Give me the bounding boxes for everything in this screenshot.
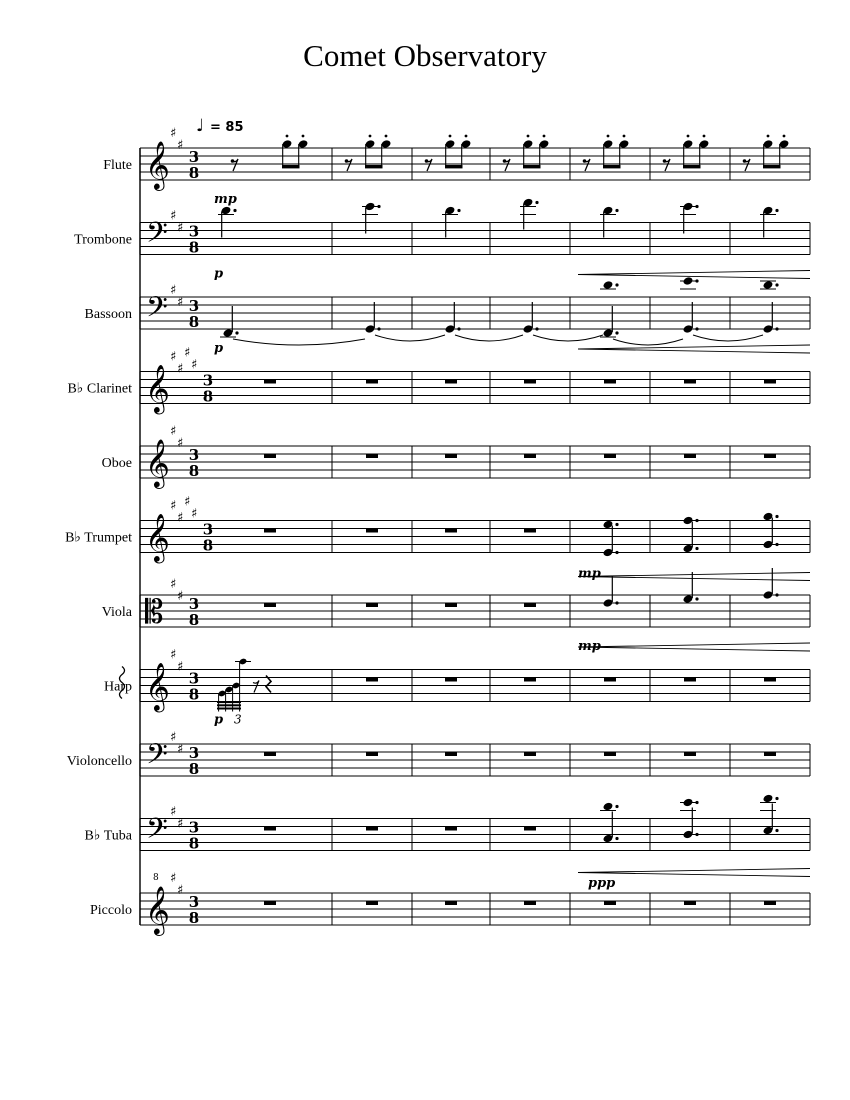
measure-rest [524, 827, 536, 831]
staccato-dot [465, 135, 468, 138]
instrument-name: Viola [101, 605, 132, 620]
sharp-icon: ♯ [177, 295, 184, 310]
note-head [603, 802, 614, 812]
augmentation-dot [695, 597, 698, 600]
beam [763, 165, 781, 168]
measure-rest [524, 454, 536, 458]
measure-rest [604, 454, 616, 458]
time-signature-top: 3 [188, 595, 200, 613]
music-bassoon [214, 276, 810, 356]
time-signature-top: 3 [188, 446, 200, 464]
augmentation-dot [615, 283, 618, 286]
tempo-marking [196, 116, 244, 136]
augmentation-dot [775, 543, 778, 546]
time-signature-top: 3 [188, 818, 200, 837]
music-flute [214, 135, 789, 207]
note-head [603, 280, 614, 290]
measure-rest [366, 380, 378, 384]
staccato-dot [623, 135, 626, 138]
dynamic-marking: p [214, 712, 224, 728]
dynamic-marking: mp [578, 639, 601, 654]
tie [375, 335, 445, 341]
tuplet-number: 3 [234, 712, 242, 727]
augmentation-dot [775, 283, 778, 286]
staccato-dot [449, 135, 452, 138]
note-head [763, 794, 774, 804]
augmentation-dot [775, 327, 778, 330]
sharp-icon: ♯ [184, 345, 191, 361]
octave-mark: 8 [153, 873, 159, 883]
staff-oboe [102, 424, 810, 489]
measure-rest [445, 529, 457, 533]
augmentation-dot [615, 551, 618, 554]
quarter-rest [266, 676, 271, 693]
staff-cello [67, 730, 810, 778]
augmentation-dot [535, 201, 538, 204]
augmentation-dot [233, 209, 236, 212]
dynamic-marking: mp [214, 192, 237, 207]
time-signature-bottom: 8 [202, 536, 214, 555]
eighth-rest-dot [425, 159, 429, 163]
beam [217, 704, 241, 706]
augmentation-dot [775, 209, 778, 212]
augmentation-dot [695, 519, 698, 522]
staccato-dot [302, 135, 305, 138]
beam [217, 708, 241, 710]
time-signature-top: 3 [202, 520, 214, 539]
beam [365, 165, 383, 168]
augmentation-dot [775, 515, 778, 518]
instrument-name: Flute [103, 158, 132, 173]
sharp-icon: ♯ [177, 510, 184, 526]
measure-rest [366, 827, 378, 831]
sharp-icon: ♯ [177, 589, 184, 604]
augmentation-dot [377, 327, 380, 330]
sharp-icon: ♯ [170, 424, 177, 439]
augmentation-dot [457, 209, 460, 212]
measure-rest [684, 678, 696, 682]
measure-rest [445, 454, 457, 458]
measure-rest [366, 454, 378, 458]
measure-rest [524, 603, 536, 607]
eighth-rest-dot [663, 159, 667, 163]
time-signature-bottom: 8 [188, 760, 200, 778]
time-signature-top: 3 [188, 297, 200, 315]
measure-rest [764, 454, 776, 458]
instrument-name: B♭ Tuba [84, 828, 132, 844]
measure-rest [684, 454, 696, 458]
measure-rest [366, 529, 378, 533]
bass-clef-icon: 𝄢 [146, 291, 168, 331]
sharp-icon: ♯ [170, 498, 177, 514]
staccato-dot [687, 135, 690, 138]
eighth-rest-dot [583, 159, 587, 163]
eighth-rest-dot [345, 159, 349, 163]
beam [217, 701, 241, 703]
staccato-dot [703, 135, 706, 138]
instrument-name: B♭ Trumpet [65, 530, 132, 546]
music-cello [264, 752, 776, 756]
quarter-note-icon: ♩ [196, 116, 205, 136]
measure-rest [264, 603, 276, 607]
beam [683, 165, 701, 168]
time-signature-top: 3 [188, 222, 200, 241]
sharp-icon: ♯ [177, 883, 184, 898]
augmentation-dot [775, 797, 778, 800]
sharp-icon: ♯ [177, 138, 184, 153]
instrument-name: Oboe [101, 456, 132, 471]
staff-piccolo [90, 871, 810, 936]
tie [455, 335, 523, 341]
augmentation-dot [457, 327, 460, 330]
dynamic-marking: mp [578, 566, 601, 582]
staccato-dot [369, 135, 372, 138]
tie [693, 335, 763, 341]
sharp-icon: ♯ [191, 357, 198, 373]
music-harp [214, 658, 776, 728]
measure-rest [684, 752, 696, 756]
time-signature-top: 3 [188, 669, 200, 688]
sixteenth-rest [253, 681, 259, 693]
sharp-icon: ♯ [184, 494, 191, 510]
treble-clef-icon: 𝄞 [145, 438, 170, 487]
tie [533, 335, 603, 341]
augmentation-dot [615, 805, 618, 808]
sharp-icon: ♯ [170, 208, 177, 224]
time-signature-bottom: 8 [202, 387, 214, 406]
measure-rest [445, 752, 457, 756]
measure-rest [366, 603, 378, 607]
instrument-name: B♭ Clarinet [67, 381, 132, 397]
beam [523, 165, 541, 168]
alto-clef-icon: 𝄡 [145, 592, 164, 631]
measure-rest [445, 603, 457, 607]
staccato-dot [607, 135, 610, 138]
measure-rest [604, 901, 616, 905]
staccato-dot [385, 135, 388, 138]
measure-rest [445, 827, 457, 831]
tie [233, 339, 365, 345]
staff-viola [102, 568, 810, 654]
tie [613, 339, 683, 345]
sharp-icon: ♯ [170, 730, 177, 745]
time-signature-bottom: 8 [188, 238, 200, 257]
sharp-icon: ♯ [170, 804, 177, 820]
measure-rest [764, 752, 776, 756]
measure-rest [264, 901, 276, 905]
measure-rest [264, 827, 276, 831]
staff-harp [104, 648, 810, 728]
augmentation-dot [615, 837, 618, 840]
augmentation-dot [235, 331, 238, 334]
augmentation-dot [615, 523, 618, 526]
time-signature-top: 3 [188, 893, 200, 911]
measure-rest [264, 752, 276, 756]
beam [282, 165, 300, 168]
measure-rest [264, 380, 276, 384]
time-signature-bottom: 8 [188, 611, 200, 629]
time-signature-bottom: 8 [188, 909, 200, 927]
augmentation-dot [535, 327, 538, 330]
music-tuba [264, 794, 810, 877]
time-signature-bottom: 8 [188, 462, 200, 480]
augmentation-dot [695, 327, 698, 330]
staccato-dot [767, 135, 770, 138]
measure-rest [684, 380, 696, 384]
bass-clef-icon: 𝄢 [146, 812, 168, 853]
note-head [763, 280, 774, 290]
measure-rest [764, 678, 776, 682]
treble-clef-icon: 𝄞 [145, 363, 170, 413]
eighth-rest-dot [231, 159, 235, 163]
measure-rest [764, 901, 776, 905]
treble-clef-icon: 𝄞 [145, 512, 170, 562]
sharp-icon: ♯ [177, 742, 184, 757]
staccato-dot [543, 135, 546, 138]
beam [603, 165, 621, 168]
staff-trumpet [65, 495, 810, 582]
dynamic-marking: ppp [588, 876, 616, 891]
measure-rest [264, 529, 276, 533]
measure-rest [524, 529, 536, 533]
staccato-dot [286, 135, 289, 138]
instrument-name: Piccolo [90, 903, 132, 918]
instrument-name: Trombone [74, 232, 132, 248]
sharp-icon: ♯ [170, 283, 177, 298]
sharp-icon: ♯ [177, 816, 184, 832]
sharp-icon: ♯ [191, 506, 198, 522]
measure-rest [445, 678, 457, 682]
measure-rest [764, 380, 776, 384]
sharp-icon: ♯ [170, 577, 177, 592]
staff-tuba [85, 794, 810, 877]
crescendo-hairpin [578, 345, 810, 353]
sharp-icon: ♯ [177, 659, 184, 675]
measure-rest [445, 901, 457, 905]
crescendo-hairpin [578, 643, 810, 651]
music-clarinet [264, 380, 776, 384]
music-trumpet [264, 512, 810, 582]
staff-trombone [74, 198, 810, 282]
tempo-text: = 85 [210, 120, 244, 135]
measure-rest [604, 752, 616, 756]
staff-flute [103, 126, 810, 207]
measure-rest [604, 380, 616, 384]
bass-clef-icon: 𝄢 [146, 216, 168, 257]
instrument-name: Violoncello [66, 754, 132, 769]
beam [445, 165, 463, 168]
score-title: Comet Observatory [303, 38, 547, 73]
measure-rest [366, 752, 378, 756]
instrument-name: Harp [104, 679, 132, 695]
eighth-rest-dot [743, 159, 747, 163]
sharp-icon: ♯ [170, 871, 177, 886]
time-signature-bottom: 8 [188, 164, 200, 182]
time-signature-top: 3 [188, 148, 200, 166]
staccato-dot [527, 135, 530, 138]
augmentation-dot [695, 547, 698, 550]
measure-rest [684, 901, 696, 905]
sharp-icon: ♯ [177, 220, 184, 236]
augmentation-dot [615, 209, 618, 212]
time-signature-bottom: 8 [188, 834, 200, 853]
sharp-icon: ♯ [170, 349, 177, 365]
treble-clef-icon: 𝄞 [145, 661, 170, 711]
music-trombone [214, 198, 810, 282]
bass-clef-icon: 𝄢 [146, 738, 168, 778]
sharp-icon: ♯ [177, 436, 184, 451]
treble-clef-icon: 𝄞 [145, 140, 170, 189]
dynamic-marking: p [214, 341, 224, 356]
sharp-icon: ♯ [170, 126, 177, 141]
time-signature-top: 3 [202, 371, 214, 390]
measure-rest [524, 752, 536, 756]
crescendo-hairpin [578, 271, 810, 279]
eighth-rest-dot [503, 159, 507, 163]
augmentation-dot [695, 833, 698, 836]
measure-rest [445, 380, 457, 384]
measure-rest [366, 678, 378, 682]
measure-rest [524, 380, 536, 384]
instrument-name: Bassoon [84, 307, 132, 322]
measure-rest [524, 901, 536, 905]
augmentation-dot [775, 829, 778, 832]
measure-rest [264, 454, 276, 458]
measure-rest [524, 678, 536, 682]
augmentation-dot [615, 331, 618, 334]
treble-clef-icon: 𝄞 [145, 885, 170, 934]
time-signature-bottom: 8 [188, 685, 200, 704]
dynamic-marking: p [214, 266, 224, 282]
time-signature-bottom: 8 [188, 313, 200, 331]
augmentation-dot [775, 593, 778, 596]
augmentation-dot [615, 601, 618, 604]
staff-clarinet [67, 346, 810, 415]
sharp-icon: ♯ [177, 361, 184, 377]
staccato-dot [783, 135, 786, 138]
music-oboe [264, 454, 776, 458]
time-signature-top: 3 [188, 744, 200, 762]
measure-rest [366, 901, 378, 905]
staff-bassoon [85, 276, 810, 356]
measure-rest [604, 678, 616, 682]
sharp-icon: ♯ [170, 647, 177, 663]
